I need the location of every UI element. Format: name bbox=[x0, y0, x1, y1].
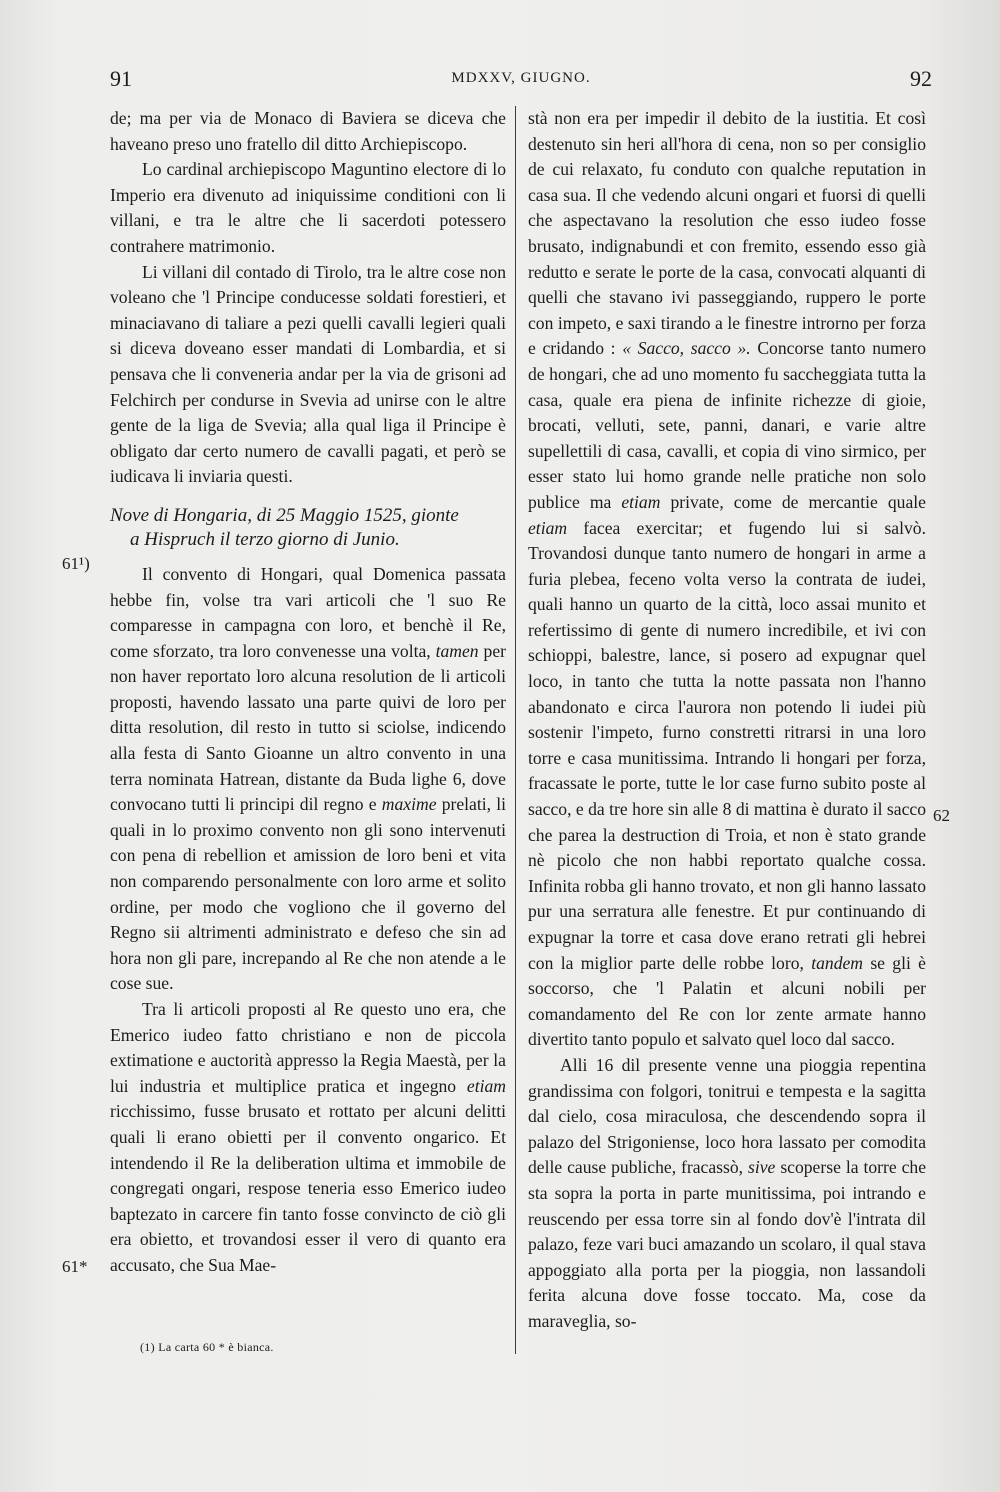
paragraph bbox=[528, 1053, 926, 1335]
italic-word: maxime bbox=[381, 794, 437, 815]
text-run: facea exercitar; et fugendo lui si salvò. Trovandosi dunque tanto numero de hongari in arme a furia plebea, feceno volta verso la contrata de iudei, quali hanno un quarto de la città, loco assai munito et refertissimo di gente di numero incredibile, et ivi con schioppi, balestre, lance, si posero ad expugnar quel loco, in tanto che tutta la notte passata non l'hanno abandonato e circa l'aurora non potendo li iudei più sostenir l'impeto, furno constretti ritrarsi in una loro torre e casa munitissima. Intrando li hongari per forza, fracassate le porte, tutte le lor case furno subito poste al sacco, e da tre hore sin alle 8 di mattina è durato il sacco che parea la destruction di Troia, et non è stato grande nè picolo che non habbi reportato qualche cossa. Infinita robba gli hanno trovato, et non gli hanno lassato pur una serratura alle fenestre. Et pur continuando di expugnar la torre et casa dove erano retrati gli hebrei con la miglior parte delle robbe loro, bbox=[528, 517, 926, 973]
text-run: Il convento di Hongari, qual Domenica passata hebbe fin, volse tra vari articoli che 'l suo Re comparesse in campagna con loro, et benchè il Re, come sforzato, tra loro convenesse una volta, bbox=[110, 563, 506, 661]
footnote: (1) La carta 60 * è bianca. bbox=[140, 1340, 274, 1354]
section-heading bbox=[110, 504, 506, 552]
margin-note-61-footnoted: 61¹) bbox=[62, 554, 90, 573]
paragraph: Lo cardinal archiepiscopo Maguntino electore di lo Imperio era divenuto ad iniquissime conditioni con li villani, e tra le altre che li sacerdoti potessero contrahere matrimonio. bbox=[110, 159, 506, 256]
column-divider bbox=[515, 106, 516, 1354]
right-column bbox=[528, 106, 926, 1335]
paragraph: Li villani dil contado di Tirolo, tra le altre cose non voleano che 'l Principe conducesse soldati forestieri, et minaciavano di taliare a pezi quelli cavalli legieri quali si diceva doveano esser mandati di Lombardia, et si pensava che li conveneria andar per la via de grisoni ad Felchirch per condurse in Svevia ad unirse con le altre gente de la liga de Svevia; alla qual liga il Principe è obligato dar certo numero de cavalli pagati, et però se iudicava li inviaria questi. bbox=[110, 261, 506, 487]
text-run: se gli è soccorso, che 'l Palatin et alcuni nobili per comandamento del Re con lor zente armate hanno divertito tanto populo et salvato quel loco dal sacco. bbox=[528, 952, 926, 1050]
text-run: prelati, li quali in lo proximo convento non gli sono intervenuti con pena di rebellion et amission de loro beni et vita non comparendo personalmente con loro arme et solito ordine, per modo che vogliono che il governo del Regno sii altrimenti administrato e defeso che sin ad hora non gli pare, increpando al Re che non atende a le cose sue. bbox=[110, 794, 506, 994]
text-run: private, come de mercantie quale bbox=[670, 491, 926, 512]
left-page-number: 91 bbox=[110, 66, 132, 91]
running-title: MDXXV, GIUGNO. bbox=[451, 70, 591, 86]
heading-line: Nove di Hongaria, di 25 Maggio 1525, gionte bbox=[110, 504, 459, 526]
italic-word: tandem bbox=[811, 952, 864, 973]
text-run: Concorse tanto numero de hongari, che ad uno momento fu saccheggiata tutta la casa, quale era piena de infinite richezze di gioie, brocati, velluti, sete, panni, danari, e varie altre supellettili di casa, cavalli, et copia di vino sirmico, per esser stato lui homo grande nelle pratiche non solo publice ma bbox=[528, 338, 926, 512]
italic-word: etiam bbox=[528, 517, 568, 538]
text-run: ricchissimo, fusse brusato et rottato per alcuni delitti quali li erano obietti per il convento ongarico. Et intendendo il Re la deliberation ultima et immobile de congregati ongari, respose teneria esso Emerico iudeo baptezato in carcere fin tanto fosse convincto de ciò gli era obietto, et trovandosi esser il vero di quanto era accusato, che Sua Mae- bbox=[110, 1101, 506, 1275]
left-column bbox=[110, 106, 506, 1279]
text-run: scoperse la torre che sta sopra la porta in parte munitissima, poi intrando e reuscendo per essa torre sin al fondo dov'è l'intrata dil palazo, feze vari buci amazando un scolaro, il qual stava appoggiato alla porta per la pioggia, non lassandoli ferita alcuna dove fosse toccato. Ma, cose da maraveglia, so- bbox=[528, 1157, 926, 1331]
text-run: per non haver reportato loro alcuna resolution de li articoli proposti, havendo lassato una parte quivi de loro per ditta resolution, dil resto in tutto si sciolse, indicendo alla festa di Santo Gioanne un altro convento in una terra nominata Hatrean, distante da Buda lighe 6, dove convocano tutti li principi dil regno e bbox=[110, 640, 506, 815]
italic-word: tamen bbox=[435, 640, 479, 661]
paragraph bbox=[110, 997, 506, 1279]
paragraph bbox=[528, 106, 926, 1053]
italic-word: etiam bbox=[621, 491, 661, 512]
margin-note-62: 62 bbox=[933, 806, 950, 825]
right-page-number: 92 bbox=[910, 66, 932, 91]
paragraph: de; ma per via de Monaco di Baviera se diceva che haveano preso uno fratello dil ditto Archiepiscopo. bbox=[110, 108, 506, 154]
page-header bbox=[110, 66, 932, 94]
heading-line: a Hispruch il terzo giorno di Junio. bbox=[130, 528, 400, 550]
italic-word: « Sacco, sacco ». bbox=[622, 338, 751, 359]
italic-word: etiam bbox=[466, 1075, 506, 1096]
paragraph bbox=[110, 562, 506, 997]
text-run: stà non era per impedir il debito de la iustitia. Et così destenuto sin heri all'hora di cena, non so per consiglio de cui relaxato, fu conduto con qualche reputation in casa sua. Il che vedendo alcuni ongari et fuorsi di quelli che aspectavano la resolution che esso iudeo fosse brusato, indignabundi et con fremito, essendo esso già redutto e serate le porte de la casa, convocati alquanti di quelli che stavano ivi passeggiando, ruppero le porte con impeto, e saxi tirando a le finestre introrno per forza e cridando : bbox=[528, 108, 926, 359]
italic-word: sive bbox=[748, 1157, 776, 1178]
text-run: Alli 16 dil presente venne una pioggia repentina grandissima con folgori, tonitrui e tempesta e la sagitta dal cielo, cosa miraculosa, che descendendo sopra il palazo del Strigoniense, loco hora lassato per comodita delle cause publiche, fracassò, bbox=[528, 1054, 926, 1178]
text-run: Tra li articoli proposti al Re questo uno era, che Emerico iudeo fatto christiano e non de piccola extimatione e auctorità appresso la Regia Maestà, per la lui industria et multiplice pratica et ingegno bbox=[110, 999, 506, 1096]
margin-note-61-verso: 61* bbox=[62, 1257, 88, 1276]
